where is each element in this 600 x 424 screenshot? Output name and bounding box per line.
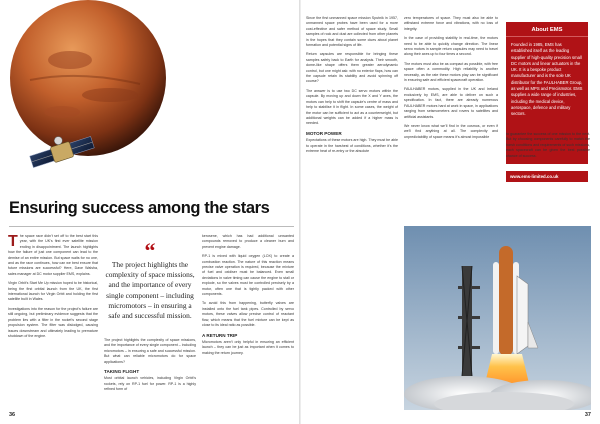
mars-satellite-illustration: [0, 0, 299, 195]
spine-gutter: [299, 0, 301, 424]
paragraph: Return capsules are responsible for bringing these samples safely back to Earth for analysis. Their smooth, dome-like shape offers them greater aerodynamic control, but one might ask: with no exterior flaps, how can the capsule retain its stability and avoid spinning off course?: [306, 52, 398, 84]
paragraph: Most orbital launch vehicles, including Virgin Orbit’s rockets, rely on RP-1 fuel for power. RP-1 is a highly refined form of: [104, 376, 196, 392]
mars-planet: [10, 0, 166, 156]
section-heading: MOTOR POWER: [306, 130, 342, 136]
article-column-5: [404, 16, 498, 224]
pull-quote: [104, 238, 196, 321]
paragraph: Micromotors aren’t only helpful in ensuring an efficient launch – they can be just as important when it comes to making the return journey.: [202, 339, 294, 355]
article-headline: Ensuring success among the stars: [9, 199, 270, 217]
drop-cap: T: [8, 234, 18, 250]
paragraph: Since the first unmanned space mission Sputnik in 1957, unmanned space probes have been used for a more cost-effective and safer method of space study. Small samples of rock and dust are collected from other planets in the hopes that they contain some clues about planet formation and potential signs of life.: [306, 16, 398, 48]
paragraph: RP-1 is mixed with liquid oxygen (LOX) to create a combustion reaction. The nature of this reaction means precise valve operation is required, because the mixture of fuel and oxidiser must be balanced. Even small deviations in valve timing can cause the engine to stall or explode, so the valves must be controlled precisely by a motor, often one that is tightly packed with other components.: [202, 254, 294, 297]
article-column-4: [306, 16, 398, 224]
article-column-6: [506, 132, 590, 172]
paragraph: To avoid this from happening, butterfly valves are installed onto the fuel tank pipes. Controlled by servo motors, these valves allow precise control of reactant flow, which means that the fuel mixture can be kept as close to its ideal ratio as possible.: [202, 301, 294, 328]
about-box-title: About EMS: [506, 22, 588, 37]
paragraph: The motors must also be as compact as possible, with free space often a commodity. High reliability is another necessity, as the rate these motors play can be significant in ensuring safe and efficient spacecraft operation.: [404, 61, 498, 83]
paragraph: We never know what we’ll find in the cosmos, or even if we’ll find anything at all. The complexity and unpredictability of space means it’s almost impossible: [404, 123, 498, 139]
page-number-left: 36: [9, 412, 16, 418]
pull-quote-text: The project highlights the complexity of space missions, and the importance of every single component – including micromotors – in ensuring a safe and successful mission.: [105, 260, 195, 321]
website-link[interactable]: www.ems-limited.co.uk: [506, 171, 588, 182]
paragraph: kerosene, which has had additional unwanted compounds removed to produce a cleaner burn and prevent engine damage.: [202, 234, 294, 249]
article-column-3: [202, 234, 294, 410]
quote-mark-icon: “: [144, 238, 156, 263]
paragraph: Expectations of these motors are high. They must be able to operate in the harshest of conditions, whether it’s the extreme heat of re-entry or the absolute: [306, 138, 398, 153]
headline-divider: [9, 226, 294, 227]
paragraph: Investigations into the reason for the project’s failure are still ongoing, but preliminary evidence suggests that the problem lies with a filter in the rocket’s second stage propulsion system. The filter was dislodged, causing issues downstream and ultimately leading to premature shutdown of the engine.: [8, 306, 98, 338]
paragraph: FAULHABER motors, supplied in the UK and Ireland exclusively by EMS, are able to deliver on such a specification. In fact, there are already numerous FAULHABER motors hard at work in space, in applications ranging from seismometers and rovers to satellites and artificial assistants.: [404, 87, 498, 119]
paragraph: he space race didn’t set off to the best start this year, with the UK’s first ever satellite mission ending in disappointment. The launch highlights how the failure of just one component can lead to the demise of an entire mission. But space waits for no one, and as the race continues, how can we best ensure that future missions are successful? Here, Dave Walsha, sales manager at DC motor supplier EMS, explains.: [8, 234, 98, 276]
article-column-1: [8, 234, 98, 410]
paragraph: The answer is to use two DC servo motors within the capsule. By moving up and down the X and Y axes, the motors can help to shift the capsule’s centre of mass and help to stabilise it in flight. In some cases, the weight of the motor can be sufficient to act as a counterweight, but additional weights can be added if a higher mass is needed.: [306, 88, 398, 126]
paragraph: In the case of providing stability in real-time, the motors need to be able to quickly change direction. The linear servo motors in sample return capsules may need to travel along their axes up to four times a second.: [404, 36, 498, 57]
paragraph: to guarantee the success of one mission to the next. But by choosing components carefully to match the harsh conditions and requirements of such missions, each spacecraft can be given the best possible chance of success.: [506, 132, 590, 158]
paragraph: zero temperatures of space. They must also be able to withstand extreme force and vibrations, with no loss of integrity.: [404, 16, 498, 31]
section-heading: TAKING FLIGHT: [104, 369, 140, 375]
page-number-right: 37: [584, 412, 591, 418]
section-heading: A RETURN TRIP: [202, 332, 238, 338]
space-shuttle-launch-photo: [404, 226, 591, 410]
paragraph: Virgin Orbit’s Start Me Up mission hoped to be historical, being the first orbital launch from the UK, the first international launch for Virgin Orbit and holding the first satellite built in Wales.: [8, 281, 98, 302]
article-column-2: [104, 338, 196, 410]
paragraph: The project highlights the complexity of space missions, and the importance of every single component – including micromotors – in ensuring a safe and successful mission. But what can reliable micromotors do for space applications?: [104, 338, 196, 364]
about-box-body: Founded in 1985, EMS has established itself as the leading supplier of high-quality precision small DC motors and linear actuators in the UK. It is a bespoke product manufacturer and is the sole UK distributor for the FAULHABER Group, as well as MPS and Precismotor. EMS supplies a wide range of industries, including the medical device, aerospace, defence and military sectors.: [511, 42, 583, 117]
